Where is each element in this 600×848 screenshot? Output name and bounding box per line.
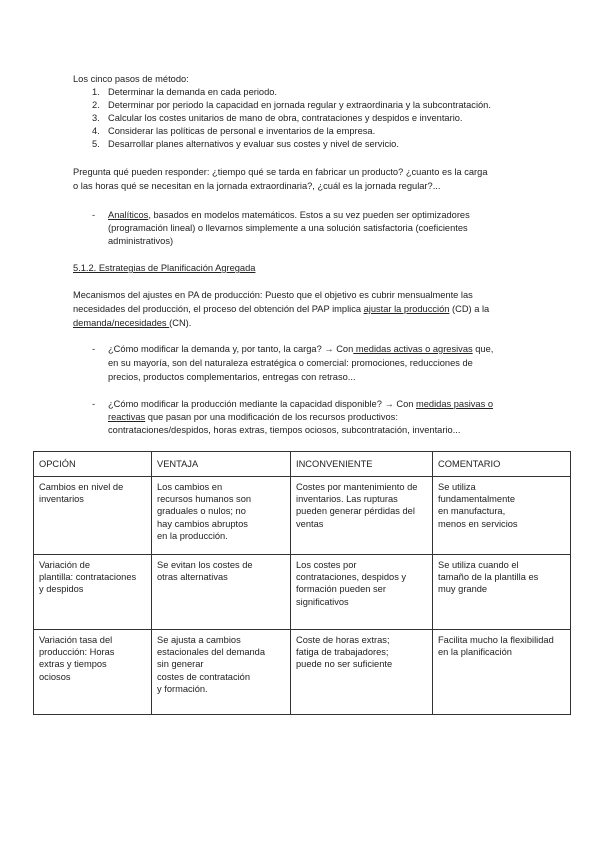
bullet1-line: precios, productos complementarios, entregas con retraso... xyxy=(108,372,356,382)
table-row xyxy=(34,477,571,555)
bullet1-line: ¿Cómo modificar la demanda y, por tanto, la carga? → Con medidas activas o agresivas que, xyxy=(108,344,494,354)
table-cell: Los cambios en recursos humanos son graduales o nulos; no hay cambios abruptos en la producción. xyxy=(152,477,291,555)
strategies-table xyxy=(33,451,571,715)
analytic-line: administrativos) xyxy=(108,236,174,246)
step-item: 5. Desarrollar planes alternativos y evaluar sus costes y nivel de servicio. xyxy=(92,139,399,149)
bullet2-dash: - xyxy=(92,399,96,409)
mechanisms-line: demanda/necesidades (CN). xyxy=(73,318,192,328)
table-cell: Se utiliza fundamentalmente en manufactura, menos en servicios xyxy=(433,477,571,555)
intro-text: Los cinco pasos de método: xyxy=(73,74,189,84)
bullet2-line: ¿Cómo modificar la producción mediante la capacidad disponible? → Con medidas pasivas o xyxy=(108,399,493,409)
analytic-line: Analíticos, basados en modelos matemáticos. Estos a su vez pueden ser optimizadores xyxy=(108,210,470,220)
table-cell: Costes por mantenimiento de inventarios. Las rupturas pueden generar pérdidas del ventas xyxy=(291,477,433,555)
step-item: 4. Considerar las políticas de personal e inventarios de la empresa. xyxy=(92,126,376,136)
analytic-term: Analíticos xyxy=(108,210,149,220)
section-heading: 5.1.2. Estrategias de Planificación Agregada xyxy=(73,263,256,273)
bullet2-line: reactivas que pasan por una modificación de los recursos productivos: xyxy=(108,412,398,422)
mechanisms-line: necesidades del producción, el proceso del obtención del PAP implica ajustar la producción (CD) a la xyxy=(73,304,490,314)
analytic-line: (programación lineal) o llevarnos simplemente a una solución satisfactoria (coeficientes xyxy=(108,223,468,233)
table-cell: Los costes por contrataciones, despidos y formación pueden ser significativos xyxy=(291,555,433,630)
table-cell: Variación de plantilla: contrataciones y despidos xyxy=(34,555,152,630)
table-cell: Facilita mucho la flexibilidad en la planificación xyxy=(433,630,571,715)
table-cell: Se utiliza cuando el tamaño de la plantilla es muy grande xyxy=(433,555,571,630)
table-cell: Coste de horas extras; fatiga de trabajadores; puede no ser suficiente xyxy=(291,630,433,715)
table-header-cell: COMENTARIO xyxy=(433,452,571,477)
table-cell: Variación tasa del producción: Horas extras y tiempos ociosos xyxy=(34,630,152,715)
table-header-row xyxy=(34,452,571,477)
bullet2-line: contrataciones/despidos, horas extras, tiempos ociosos, subcontratación, inventario... xyxy=(108,425,461,435)
bullet1-dash: - xyxy=(92,344,96,354)
table-cell: Se ajusta a cambios estacionales del demanda sin generar costes de contratación y formación. xyxy=(152,630,291,715)
table-header-cell: OPCIÓN xyxy=(34,452,152,477)
table-row xyxy=(34,555,571,630)
table-row xyxy=(34,630,571,715)
table-cell: Se evitan los costes de otras alternativas xyxy=(152,555,291,630)
question-line: o las horas qué se necesitan en la jornada extraordinaria?, ¿cuál es la jornada regular?... xyxy=(73,181,441,191)
step-item: 3. Calcular los costes unitarios de mano de obra, contrataciones y despidos e inventario. xyxy=(92,113,463,123)
analytic-dash: - xyxy=(92,210,96,220)
step-item: 1. Determinar la demanda en cada periodo. xyxy=(92,87,277,97)
question-line: Pregunta qué pueden responder: ¿tiempo qué se tarda en fabricar un producto? ¿cuanto es la carga xyxy=(73,167,488,177)
table-header-cell: VENTAJA xyxy=(152,452,291,477)
bullet1-line: en su mayoría, son del naturaleza estratégica o comercial: promociones, reducciones de xyxy=(108,358,473,368)
table-cell: Cambios en nivel de inventarios xyxy=(34,477,152,555)
step-item: 2. Determinar por periodo la capacidad en jornada regular y extraordinaria y la subcontratación. xyxy=(92,100,491,110)
table-header-cell: INCONVENIENTE xyxy=(291,452,433,477)
mechanisms-line: Mecanismos del ajustes en PA de producción: Puesto que el objetivo es cubrir mensualmente las xyxy=(73,290,473,300)
